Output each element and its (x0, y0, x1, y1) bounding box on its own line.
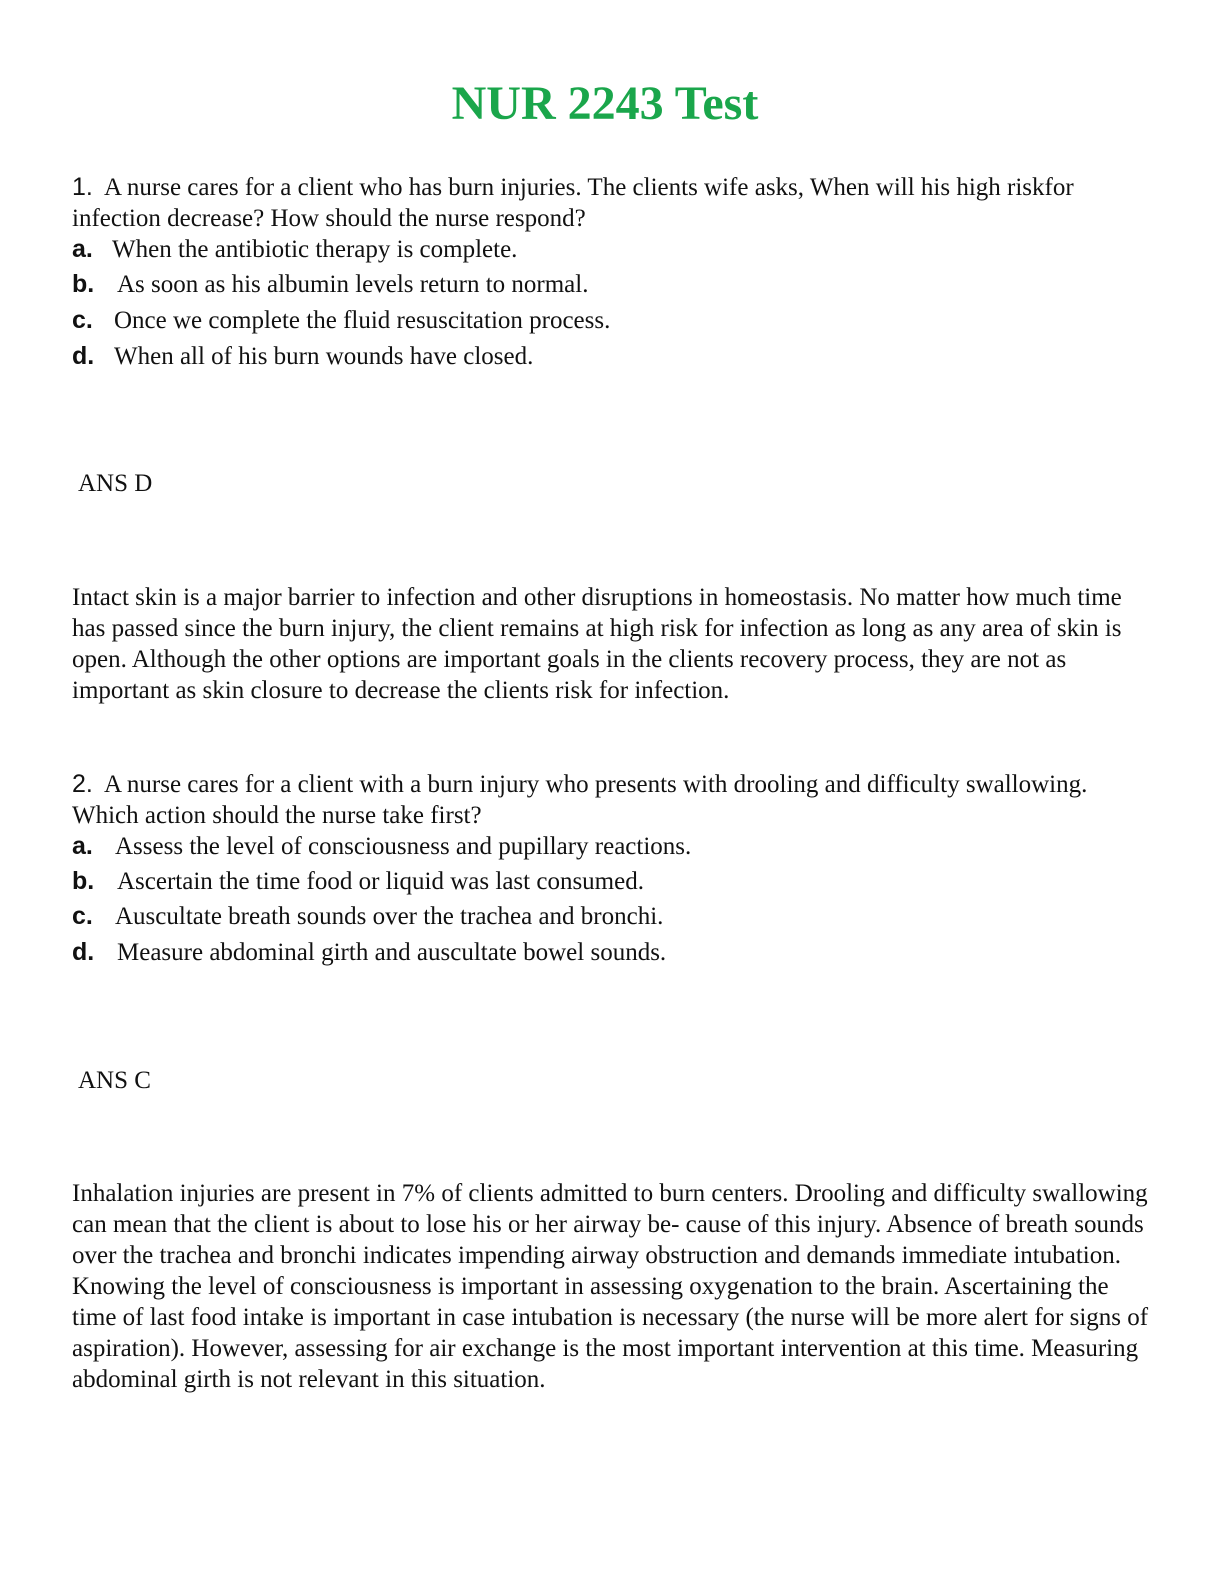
option-text: When all of his burn wounds have closed. (114, 343, 534, 370)
question-1-stem (72, 172, 1152, 234)
option-letter: c. (72, 902, 93, 930)
question-number: 1. (72, 173, 93, 201)
option-text: Ascertain the time food or liquid was last consumed. (117, 868, 644, 895)
page-title: NUR 2243 Test (451, 77, 759, 130)
option-text: When the antibiotic therapy is complete. (112, 236, 518, 263)
question-1-option-c (72, 305, 1152, 336)
question-2-stem (72, 769, 1152, 831)
question-2-answer: ANS C (78, 1067, 151, 1094)
question-number: 2. (72, 770, 93, 798)
option-letter: d. (72, 342, 95, 370)
question-2-option-b (72, 866, 1152, 897)
question-text: A nurse cares for a client with a burn injury who presents with drooling and difficulty swallowing. Which action should the nurse take first? (72, 771, 1088, 829)
option-letter: a. (72, 832, 93, 860)
option-text: Assess the level of consciousness and pupillary reactions. (115, 833, 692, 860)
option-letter: b. (72, 270, 95, 298)
question-1-option-d (72, 341, 1152, 372)
option-text: Measure abdominal girth and auscultate bowel sounds. (117, 939, 667, 966)
option-letter: a. (72, 235, 93, 263)
question-2-rationale: Inhalation injuries are present in 7% of clients admitted to burn centers. Drooling and difficulty swallowing can mean that the client is about to lose his or her airway be- cause of this injury. Absence of breath sounds over the trachea and bronchi indicates impending airway obstruction and demands immediate intubation. Knowing the level of consciousness is important in assessing oxygenation to the brain. Ascertaining the time of last food intake is important in case intubation is necessary (the nurse will be more alert for signs of aspiration). However, assessing for air exchange is the most important intervention at this time. Measuring abdominal girth is not relevant in this situation. (72, 1180, 1149, 1393)
option-text: As soon as his albumin levels return to normal. (117, 271, 589, 298)
option-text: Once we complete the fluid resuscitation process. (114, 307, 611, 334)
option-letter: b. (72, 867, 95, 895)
option-letter: d. (72, 938, 95, 966)
option-text: Auscultate breath sounds over the trachea and bronchi. (115, 903, 664, 930)
question-2-option-d (72, 937, 1152, 968)
question-1-option-a (72, 234, 1152, 265)
question-1-option-b (72, 269, 1152, 300)
question-1-rationale: Intact skin is a major barrier to infection and other disruptions in homeostasis. No matter how much time has passed since the burn injury, the client remains at high risk for infection as long as any area of skin is open. Although the other options are important goals in the clients recovery process, they are not as important as skin closure to decrease the clients risk for infection. (72, 584, 1122, 704)
question-1-answer: ANS D (78, 470, 153, 497)
question-2-option-a (72, 831, 1152, 862)
question-2-option-c (72, 901, 1152, 932)
option-letter: c. (72, 306, 93, 334)
question-text: A nurse cares for a client who has burn injuries. The clients wife asks, When will his high riskfor infection decrease? How should the nurse respond? (72, 174, 1074, 232)
